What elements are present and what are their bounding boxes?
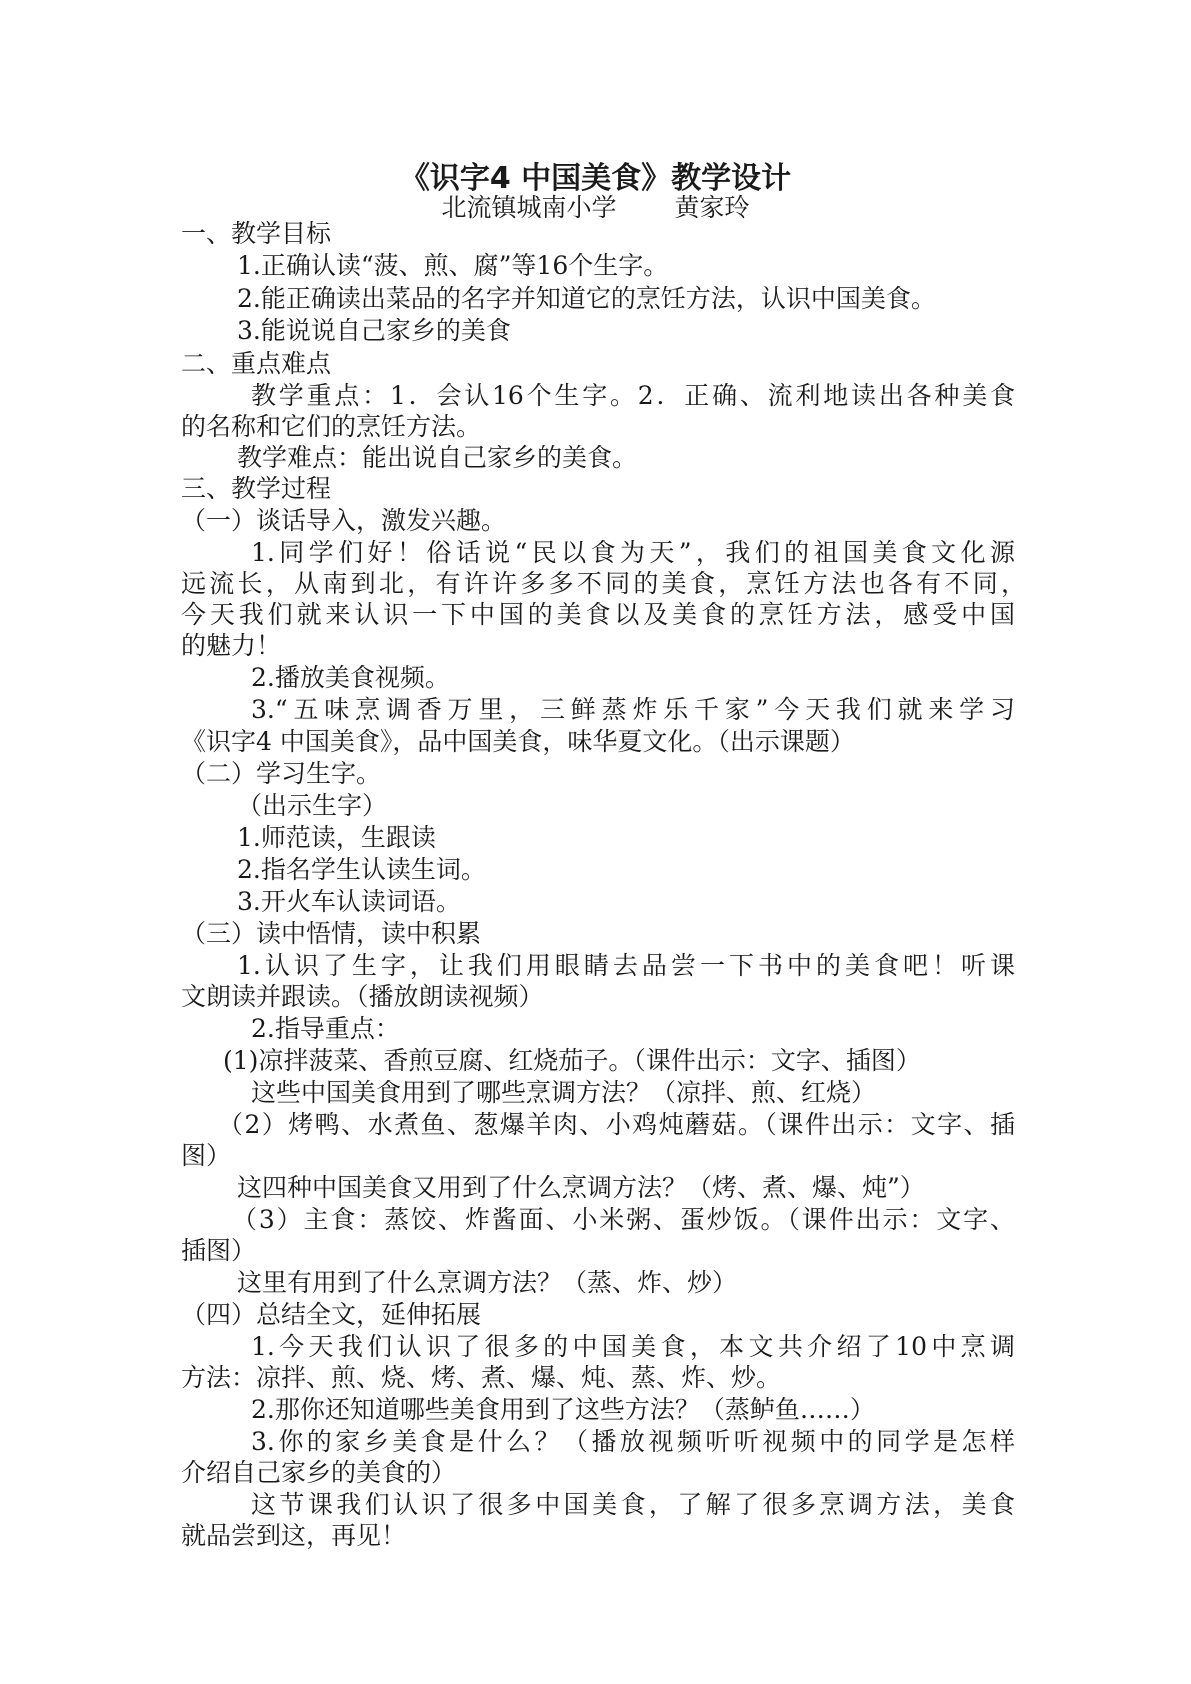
paragraph-line: 2.指名学生认读生词。 <box>237 855 486 884</box>
paragraph-line: 2.能正确读出菜品的名字并知道它的烹饪方法，认识中国美食。 <box>237 284 936 313</box>
section-heading: 二、重点难点 <box>181 349 332 378</box>
paragraph-line: 3.开火车认读词语。 <box>237 887 461 916</box>
subsection-heading: （三）读中悟情，读中积累 <box>181 919 482 948</box>
paragraph-line: 就品尝到这，再见！ <box>181 1521 407 1550</box>
paragraph-line: （3）主食：蒸饺、炸酱面、小米粥、蛋炒饭。（课件出示：文字、 <box>232 1205 1015 1234</box>
paragraph-line: （2）烤鸭、水煮鱼、葱爆羊肉、小鸡炖蘑菇。（课件出示：文字、插 <box>218 1110 1015 1139</box>
section-heading: 三、教学过程 <box>181 474 332 503</box>
paragraph-line: 2.那你还知道哪些美食用到了这些方法？（蒸鲈鱼……） <box>251 1395 875 1424</box>
paragraph-line: 1.认识了生字，让我们用眼睛去品尝一下书中的美食吧！听课 <box>237 951 1015 980</box>
paragraph-line: 方法：凉拌、煎、烧、烤、煮、爆、炖、蒸、炸、炒。 <box>181 1363 782 1392</box>
paragraph-line: 今天我们就来认识一下中国的美食以及美食的烹饪方法，感受中国 <box>181 600 1015 629</box>
paragraph-line: 这些中国美食用到了哪些烹调方法？（凉拌、煎、红烧） <box>251 1078 877 1107</box>
author-name: 黄家玲 <box>674 193 750 222</box>
subsection-heading: （二）学习生字。 <box>181 759 382 788</box>
author-school: 北流镇城南小学 <box>441 193 617 222</box>
author-line <box>0 188 1191 224</box>
paragraph-line: (1)凉拌菠菜、香煎豆腐、红烧茄子。（课件出示：文字、插图） <box>223 1046 921 1075</box>
subsection-heading: （四）总结全文，延伸拓展 <box>181 1300 482 1329</box>
paragraph-line: 的名称和它们的烹饪方法。 <box>181 412 482 441</box>
section-heading: 一、教学目标 <box>181 219 332 248</box>
subsection-heading: （一）谈话导入，激发兴趣。 <box>181 506 507 535</box>
paragraph-line: 教学难点：能出说自己家乡的美食。 <box>237 443 638 472</box>
paragraph-line: 这里有用到了什么烹调方法？（蒸、炸、炒） <box>237 1268 738 1297</box>
paragraph-line: 1.今天我们认识了很多的中国美食，本文共介绍了10中烹调 <box>251 1332 1015 1361</box>
paragraph-line: 这节课我们认识了很多中国美食，了解了很多烹调方法，美食 <box>251 1490 1015 1519</box>
paragraph-line: 插图） <box>181 1236 257 1265</box>
paragraph-line: 教学重点：1．会认16个生字。2．正确、流利地读出各种美食 <box>251 381 1015 410</box>
paragraph-line: 1.同学们好！俗话说“民以食为天”，我们的祖国美食文化源 <box>251 538 1015 567</box>
paragraph-line: 图） <box>181 1141 232 1170</box>
paragraph-line: 1.正确认读“菠、煎、腐”等16个生字。 <box>237 251 669 280</box>
paragraph-line: 2.播放美食视频。 <box>251 663 450 692</box>
paragraph-line: 2.指导重点： <box>251 1014 400 1043</box>
paragraph-line: 文朗读并跟读。（播放朗读视频） <box>181 982 544 1011</box>
paragraph-line: 3.能说说自己家乡的美食 <box>237 316 511 345</box>
paragraph-line: 介绍自己家乡的美食的） <box>181 1458 457 1487</box>
paragraph-line: 远流长，从南到北，有许许多多不同的美食，烹饪方法也各有不同， <box>181 569 1026 598</box>
document-title: 《识字4 中国美食》教学设计 <box>399 161 792 196</box>
paragraph-line: 3.“五味烹调香万里，三鲜蒸炸乐千家”今天我们就来学习 <box>251 695 1015 724</box>
paragraph-line: 1.师范读，生跟读 <box>237 823 436 852</box>
paragraph-line: 《识字4 中国美食》，品中国美食，味华夏文化。（出示课题） <box>181 727 855 756</box>
paragraph-line: （出示生字） <box>237 791 388 820</box>
paragraph-line: 这四种中国美食又用到了什么烹调方法？（烤、煮、爆、炖”） <box>237 1173 925 1202</box>
paragraph-line: 3.你的家乡美食是什么？（播放视频听听视频中的同学是怎样 <box>251 1427 1015 1456</box>
paragraph-line: 的魅力！ <box>181 631 282 660</box>
